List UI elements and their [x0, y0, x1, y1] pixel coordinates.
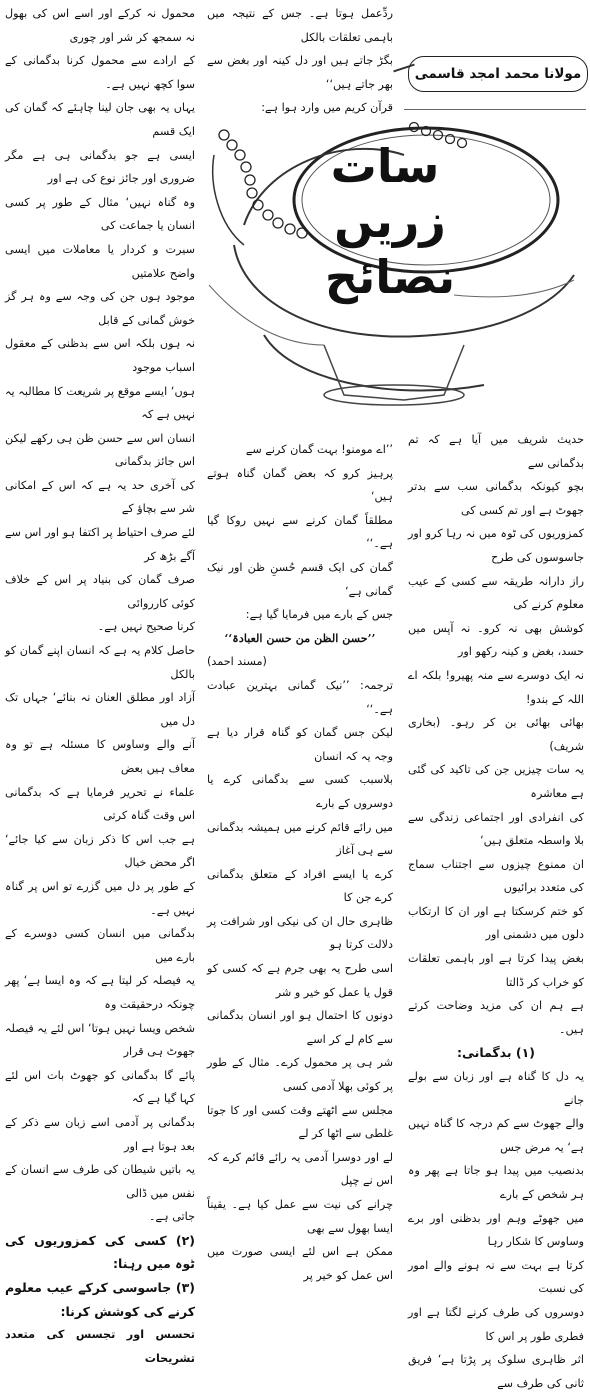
- subsection-line: تحسس اور تجسس کی متعدد تشریحات: [5, 1328, 195, 1365]
- paragraph-line: اسی طرح یہ بھی جرم ہے کہ کسی کو قول یا عمل کو خیر و شر: [207, 962, 393, 999]
- right-column: [408, 428, 584, 1395]
- paragraph-line: لئے صرف احتیاط پر اکتفا ہو اور اس سے آگے بڑھ کر: [5, 526, 195, 563]
- translation-line: ترجمہ: ’’نیک گمانی بہترین عبادت ہے۔‘‘: [207, 678, 393, 716]
- paragraph-line: نہ ہوں بلکہ اس سے بدظنی کے معقول اسباب موجود: [5, 337, 195, 374]
- paragraph-line: میں رائے قائم کرنے میں ہمیشہ بدگمانی سے ہی آغاز: [207, 820, 393, 858]
- paragraph-line: کمزوریوں کی ٹوہ میں نہ رہا کرو اور جاسوسوں کی طرح: [408, 527, 584, 564]
- paragraph-line: میں جھوٹے وہم اور بدظنی اور برے وساوس کا شکار رہا: [408, 1211, 584, 1249]
- paragraph-line: راز دارانہ طریقہ سے کسی کے عیب معلوم کرنے کی: [408, 574, 584, 612]
- paragraph-line: یہ فیصلہ کر لیتا ہے کہ وہ ایسا ہے‘ پھر چونکہ درحقیقت وہ: [5, 974, 195, 1011]
- paragraph-line: پائے گا بدگمانی کو جھوٹ بات اس لئے کہا گیا ہے کہ: [5, 1068, 195, 1106]
- paragraph-line: کو ختم کرسکتا ہے اور ان کا ارتکاب دلوں میں دشمنی اور: [408, 904, 584, 942]
- paragraph-line: لے اور دوسرا آدمی یہ رائے قائم کرے کہ اس نے چپل: [207, 1150, 393, 1188]
- middle-column-bottom: [207, 438, 393, 1287]
- paragraph-line: ہے جب اس کا ذکر زبان سے کیا جائے‘ اگر محض خیال: [5, 832, 195, 870]
- paragraph-line: ظاہری حال ان کی نیکی اور شرافت پر دلالت کرتا ہو: [207, 914, 393, 952]
- paragraph-line: مجلس سے اٹھتے وقت کسی اور کا جوتا غلطی سے اٹھا کر لے: [207, 1103, 393, 1141]
- paragraph-line: ہوں‘ ایسے موقع پر شریعت کا مطالبہ یہ نہیں ہے کہ: [5, 384, 195, 422]
- paragraph-line: دوسروں کی طرف کرنے لگتا ہے اور فطری طور پر اس کا: [408, 1305, 584, 1343]
- paragraph-line: بلاسبب کسی سے بدگمانی کرے یا دوسروں کے بارے: [207, 773, 393, 810]
- hadith-reference: (مسند احمد): [207, 655, 267, 669]
- paragraph-line: کوشش بھی نہ کرو۔ نہ آپس میں حسد، بغض و کینہ رکھو اور: [408, 621, 584, 659]
- title-line-1: سات: [330, 139, 440, 193]
- paragraph-line: والے جھوٹ سے کم درجہ کا گناہ نہیں ہے‘ یہ مرض جس: [408, 1117, 584, 1154]
- paragraph-line: ان ممنوع چیزوں سے اجتناب سماج کی متعدد برائیوں: [408, 857, 584, 895]
- paragraph-line: شخص ویسا نہیں ہوتا‘ اس لئے یہ فیصلہ جھوٹ ہی قرار: [5, 1021, 195, 1059]
- paragraph-line: ’’اے مومنو! بہت گمان کرنے سے: [245, 443, 393, 456]
- paragraph-line: کرے یا ایسے افراد کے متعلق بدگمانی کرے جن کا: [207, 867, 393, 905]
- paragraph-line: قرآن کریم میں وارد ہوا ہے:: [261, 101, 393, 115]
- paragraph-line: سیرت و کردار یا معاملات میں ایسی واضح علامتیں: [5, 242, 195, 280]
- paragraph-line: نہ ایک دوسرے سے منہ پھیرو! بلکہ اے اللہ کے بندو!: [408, 668, 584, 706]
- paragraph-line: گمان کی ایک قسم حُسنِ ظن اور نیک گمانی ہے‘: [207, 560, 393, 598]
- paragraph-line: بدگمانی پر آدمی اسے زبان سے ذکر کے بعد ہوتا ہے اور: [5, 1115, 195, 1153]
- paragraph-line: مطلقاً گمان کرنے سے نہیں روکا گیا ہے۔‘‘: [207, 513, 393, 551]
- paragraph-line: یہاں یہ بھی جان لینا چاہئے کہ گمان کی ایک قسم: [5, 101, 195, 138]
- paragraph-line: کی آخری حد یہ ہے کہ اس کے امکانی شر سے بچاؤ کے: [5, 478, 195, 516]
- section-heading: (۳) جاسوسی کرکے عیب معلوم کرنے کی کوشش کرنا:: [5, 1280, 195, 1319]
- title-line-2: زریں نصائح: [324, 194, 456, 304]
- paragraph-line: آزاد اور مطلق العنان نہ بنائے‘ جہاں تک دل میں: [5, 691, 195, 728]
- middle-column-top: [207, 2, 393, 120]
- paragraph-line: موجود ہوں جن کی وجہ سے وہ ہر گز خوش گمانی کے قابل: [5, 290, 195, 327]
- paragraph-line: حدیث شریف میں آیا ہے کہ تم بدگمانی سے: [408, 433, 584, 470]
- paragraph-line: یہ باتیں شیطان کی طرف سے انسان کے نفس میں ڈالی: [5, 1163, 195, 1200]
- arabic-quote: ’’حسن الظن من حسن العبادۃ‘‘: [224, 630, 376, 645]
- paragraph-line: ایسی ہے جو بدگمانی ہی ہے مگر ضروری اور جائز نوع کی ہے اور: [5, 148, 195, 186]
- section-heading: (۲) کسی کی کمزوریوں کی ٹوہ میں رہنا:: [5, 1232, 195, 1272]
- paragraph-line: بگڑ جاتے ہیں اور دل کینہ اور بغض سے بھر جاتے ہیں‘‘: [207, 54, 393, 91]
- paragraph-line: یہ دل کا گناہ ہے اور زبان سے بولے جانے: [408, 1070, 584, 1107]
- paragraph-line: دونوں کا احتمال ہو اور انسان بدگمانی سے کام لے کر اسے: [207, 1009, 393, 1046]
- paragraph-line: بدنصیب میں پیدا ہو جاتا ہے پھر وہ ہر شخص کے بارے: [408, 1164, 584, 1201]
- paragraph-line: جس کے بارے میں فرمایا گیا ہے:: [245, 608, 393, 622]
- paragraph-line: محمول نہ کرکے اور اسے اس کی بھول نہ سمجھ کر شر اور چوری: [5, 7, 195, 44]
- paragraph-line: کی انفرادی اور اجتماعی زندگی سے بلا واسطہ متعلق ہیں‘: [408, 810, 584, 848]
- paragraph-line: جاتی ہے۔: [149, 1210, 195, 1224]
- paragraph-line: بھائی بھائی بن کر رہو۔ (بخاری شریف): [408, 716, 584, 753]
- paragraph-line: بدگمانی میں انسان کسی دوسرے کے بارے میں: [5, 927, 195, 964]
- paragraph-line: صرف گمان کی بنیاد پر اس کے خلاف کوئی کارروائی: [5, 573, 195, 610]
- paragraph-line: کرنا صحیح نہیں ہے۔: [97, 620, 195, 634]
- paragraph-line: اثر ظاہری سلوک پر پڑتا ہے‘ فریق ثانی کی طرف سے: [408, 1353, 584, 1390]
- paragraph-line: آنے والے وساوس کا مسئلہ ہے تو وہ معاف ہیں بعض: [5, 738, 195, 775]
- paragraph-line: بغض پیدا کرتا ہے اور باہمی تعلقات کو خراب کر ڈالتا: [408, 952, 584, 989]
- paragraph-line: کے ارادے سے محمول کرنا بدگمانی کے سوا کچھ نہیں ہے۔: [5, 54, 195, 91]
- paragraph-line: شر ہی پر محمول کرے۔ مثال کے طور پر کوئی بھلا آدمی کسی: [207, 1056, 393, 1094]
- paragraph-line: ردِّعمل ہوتا ہے۔ جس کے نتیجہ میں باہمی تعلقات بالکل: [207, 7, 393, 44]
- paragraph-line: انسان اس سے حسن ظن ہی رکھے لیکن اس جائز بدگمانی: [5, 431, 195, 469]
- author-byline: [408, 56, 588, 92]
- paragraph-line: علماء نے تحریر فرمایا ہے کہ بدگمانی اس وقت گناہ کرتی: [5, 785, 195, 823]
- paragraph-line: کے طور پر دل میں گزرے تو اس پر گناہ نہیں ہے۔: [5, 879, 195, 917]
- paragraph-line: لیکن جس گمان کو گناہ قرار دیا ہے وجہ یہ کہ انسان: [207, 726, 393, 763]
- paragraph-line: کرتا ہے بہت سے نہ ہونے والے امور کی نسبت: [408, 1258, 584, 1296]
- paragraph-line: حاصل کلام یہ ہے کہ انسان اپنے گمان کو بالکل: [5, 644, 195, 681]
- paragraph-line: وہ گناہ نہیں‘ مثال کے طور پر کسی انسان یا جماعت کی: [5, 195, 195, 233]
- paragraph-line: ہے ہم ان کی مزید وضاحت کرتے ہیں۔: [408, 999, 584, 1036]
- paragraph-line: پرہیز کرو کہ بعض گمان گناہ ہوتے ہیں‘: [207, 466, 393, 504]
- paragraph-line: یہ سات چیزیں جن کی تاکید کی گئی ہے معاشرہ: [408, 763, 584, 800]
- pen-icon: [393, 64, 415, 73]
- divider: [404, 109, 586, 110]
- paragraph-line: چرانے کی نیت سے عمل کیا ہے۔ یقیناً ایسا بھول سے بھی: [207, 1198, 393, 1235]
- section-heading: (۱) بدگمانی:: [456, 1045, 536, 1061]
- paragraph-line: بچو کیونکہ بدگمانی سب سے بدتر جھوٹ ہے اور تم کسی کی: [408, 480, 584, 517]
- author-name: مولانا محمد امجد قاسمی: [414, 66, 582, 82]
- paragraph-line: ممکن ہے اس لئے ایسی صورت میں اس عمل کو خیر پر: [207, 1245, 393, 1282]
- left-column: [5, 2, 195, 1370]
